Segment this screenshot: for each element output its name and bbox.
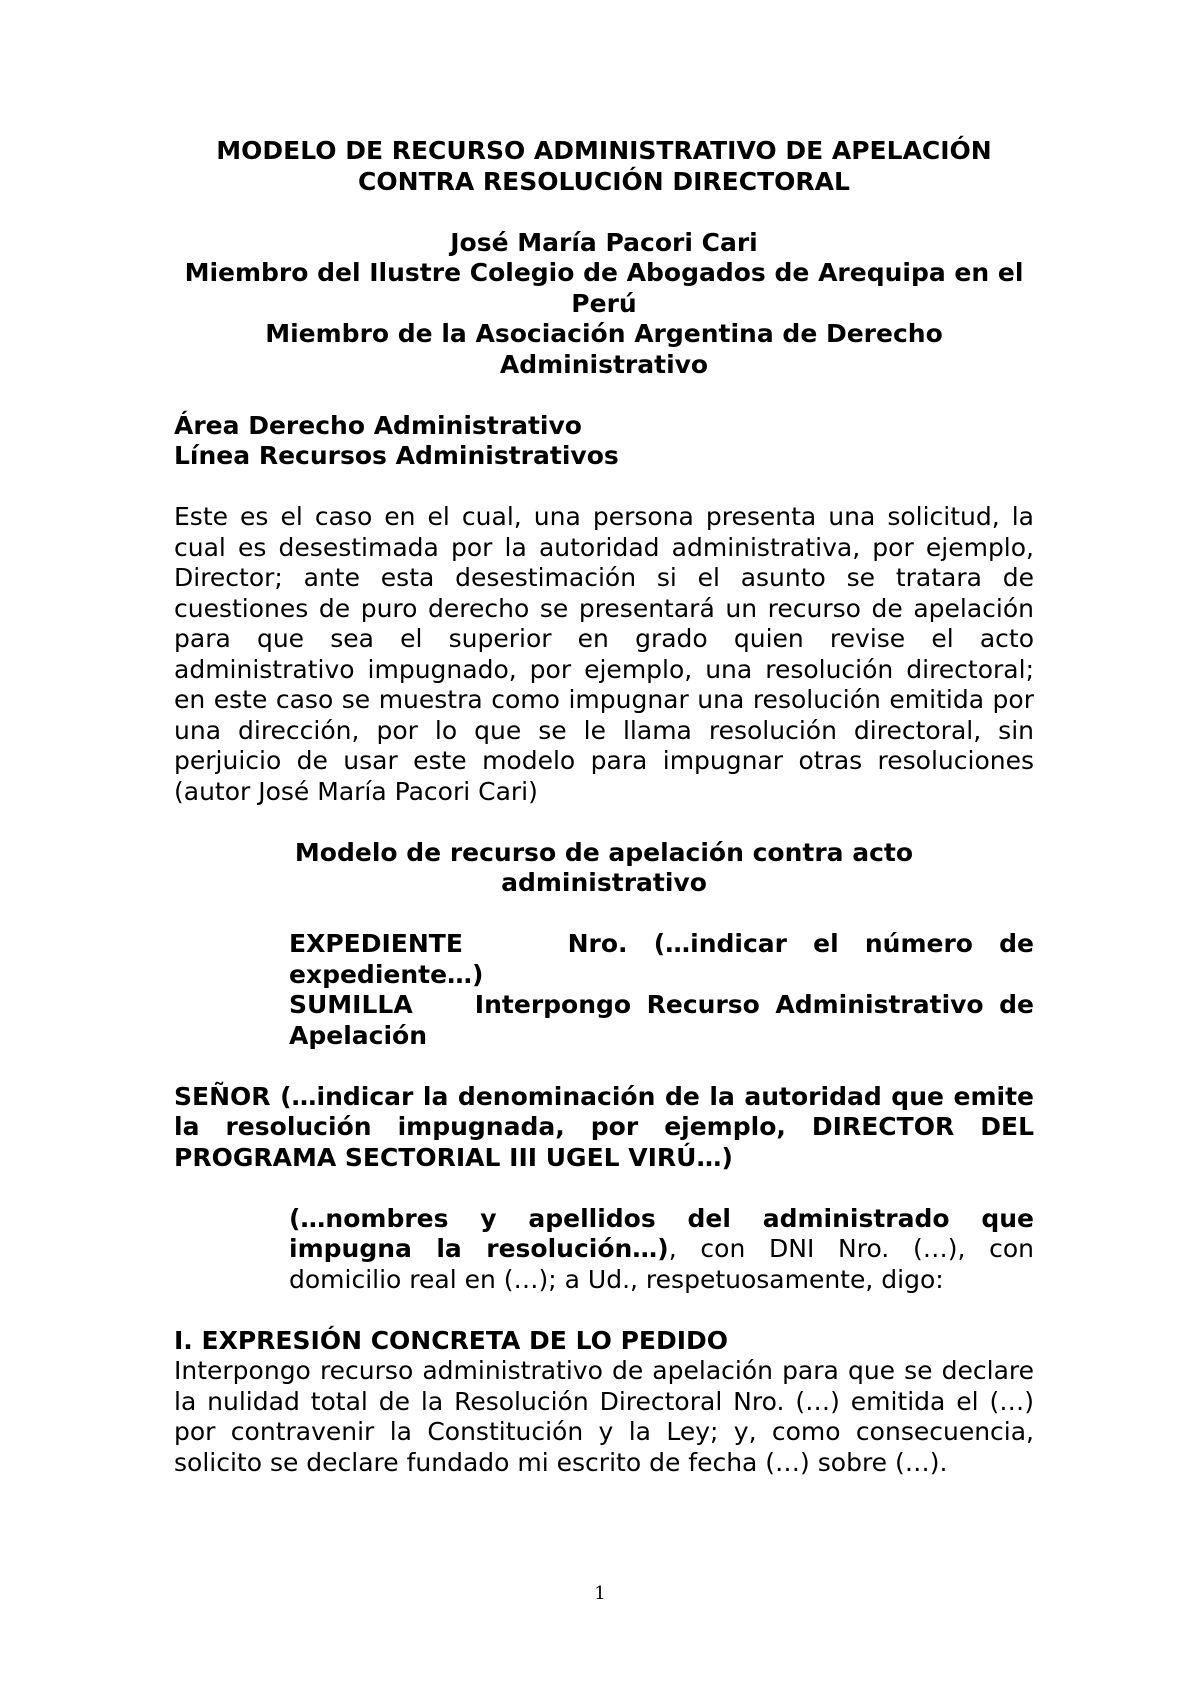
petitioner-details: , con DNI Nro. (…), con domicilio real en (…); a Ud., respetuosamente, digo: [289, 1234, 1035, 1294]
spacer [174, 1295, 1034, 1326]
line-label: Línea Recursos Administrativos [174, 441, 619, 470]
title-line-2: CONTRA RESOLUCIÓN DIRECTORAL [358, 166, 850, 196]
author-affiliation-2: Miembro de la Asociación Argentina de Derecho Administrativo [265, 319, 943, 379]
section-1-text: Interpongo recurso administrativo de apelación para que se declare la nulidad total de la Resolución Directoral Nro. (…) emitida el (…) por contravenir la Constitución y la Ley; y, como consecuencia, solicito se declare fundado mi escrito de fecha (…) sobre (…). [174, 1356, 1034, 1477]
document-body [174, 136, 1043, 1478]
area-label: Área Derecho Administrativo [174, 410, 582, 440]
author-affiliation-1: Miembro del Ilustre Colegio de Abogados de Arequipa en el Perú [184, 258, 1024, 318]
model-heading: Modelo de recurso de apelación contra acto administrativo [294, 837, 914, 897]
petitioner-name-placeholder: (…nombres y apellidos del administrado que impugna la resolución…) [289, 1203, 1034, 1263]
sumilla-field: SUMILLA Interpongo Recurso Administrativo de Apelación [289, 990, 1043, 1050]
section-1-heading: I. EXPRESIÓN CONCRETA DE LO PEDIDO [174, 1325, 729, 1355]
addressee: SEÑOR (…indicar la denominación de la autoridad que emite la resolución impugnada, por ejemplo, DIRECTOR DEL PROGRAMA SECTORIAL III UGEL VIRÚ…) [174, 1081, 1034, 1172]
spacer [174, 197, 1034, 228]
author-name: José María Pacori Cari [450, 227, 758, 257]
case-header [289, 929, 1043, 1051]
spacer [174, 807, 1034, 838]
spacer [174, 380, 1034, 411]
title-line-1: MODELO DE RECURSO ADMINISTRATIVO DE APELACIÓN [216, 136, 992, 165]
spacer [174, 899, 1034, 930]
document-title [174, 136, 1034, 197]
spacer [174, 1051, 1034, 1082]
page-number: 1 [594, 1583, 606, 1604]
petitioner-paragraph [289, 1204, 1034, 1296]
spacer [174, 1173, 1034, 1204]
spacer [174, 472, 1034, 503]
expediente-field: EXPEDIENTE Nro. (…indicar el número de expediente…) [289, 929, 1043, 989]
intro-paragraph: Este es el caso en el cual, una persona presenta una solicitud, la cual es desestimada por la autoridad administrativa, por ejemplo, Director; ante esta desestimación si el asunto se tratara de cuestiones de puro derecho se presentará un recurso de apelación para que sea el superior en grado quien revise el acto administrativo impugnado, por ejemplo, una resolución directoral; en este caso se muestra como impugnar una resolución emitida por una dirección, por lo que se le llama resolución directoral, sin perjuicio de usar este modelo para impugnar otras resoluciones (autor José María Pacori Cari) [174, 502, 1034, 806]
